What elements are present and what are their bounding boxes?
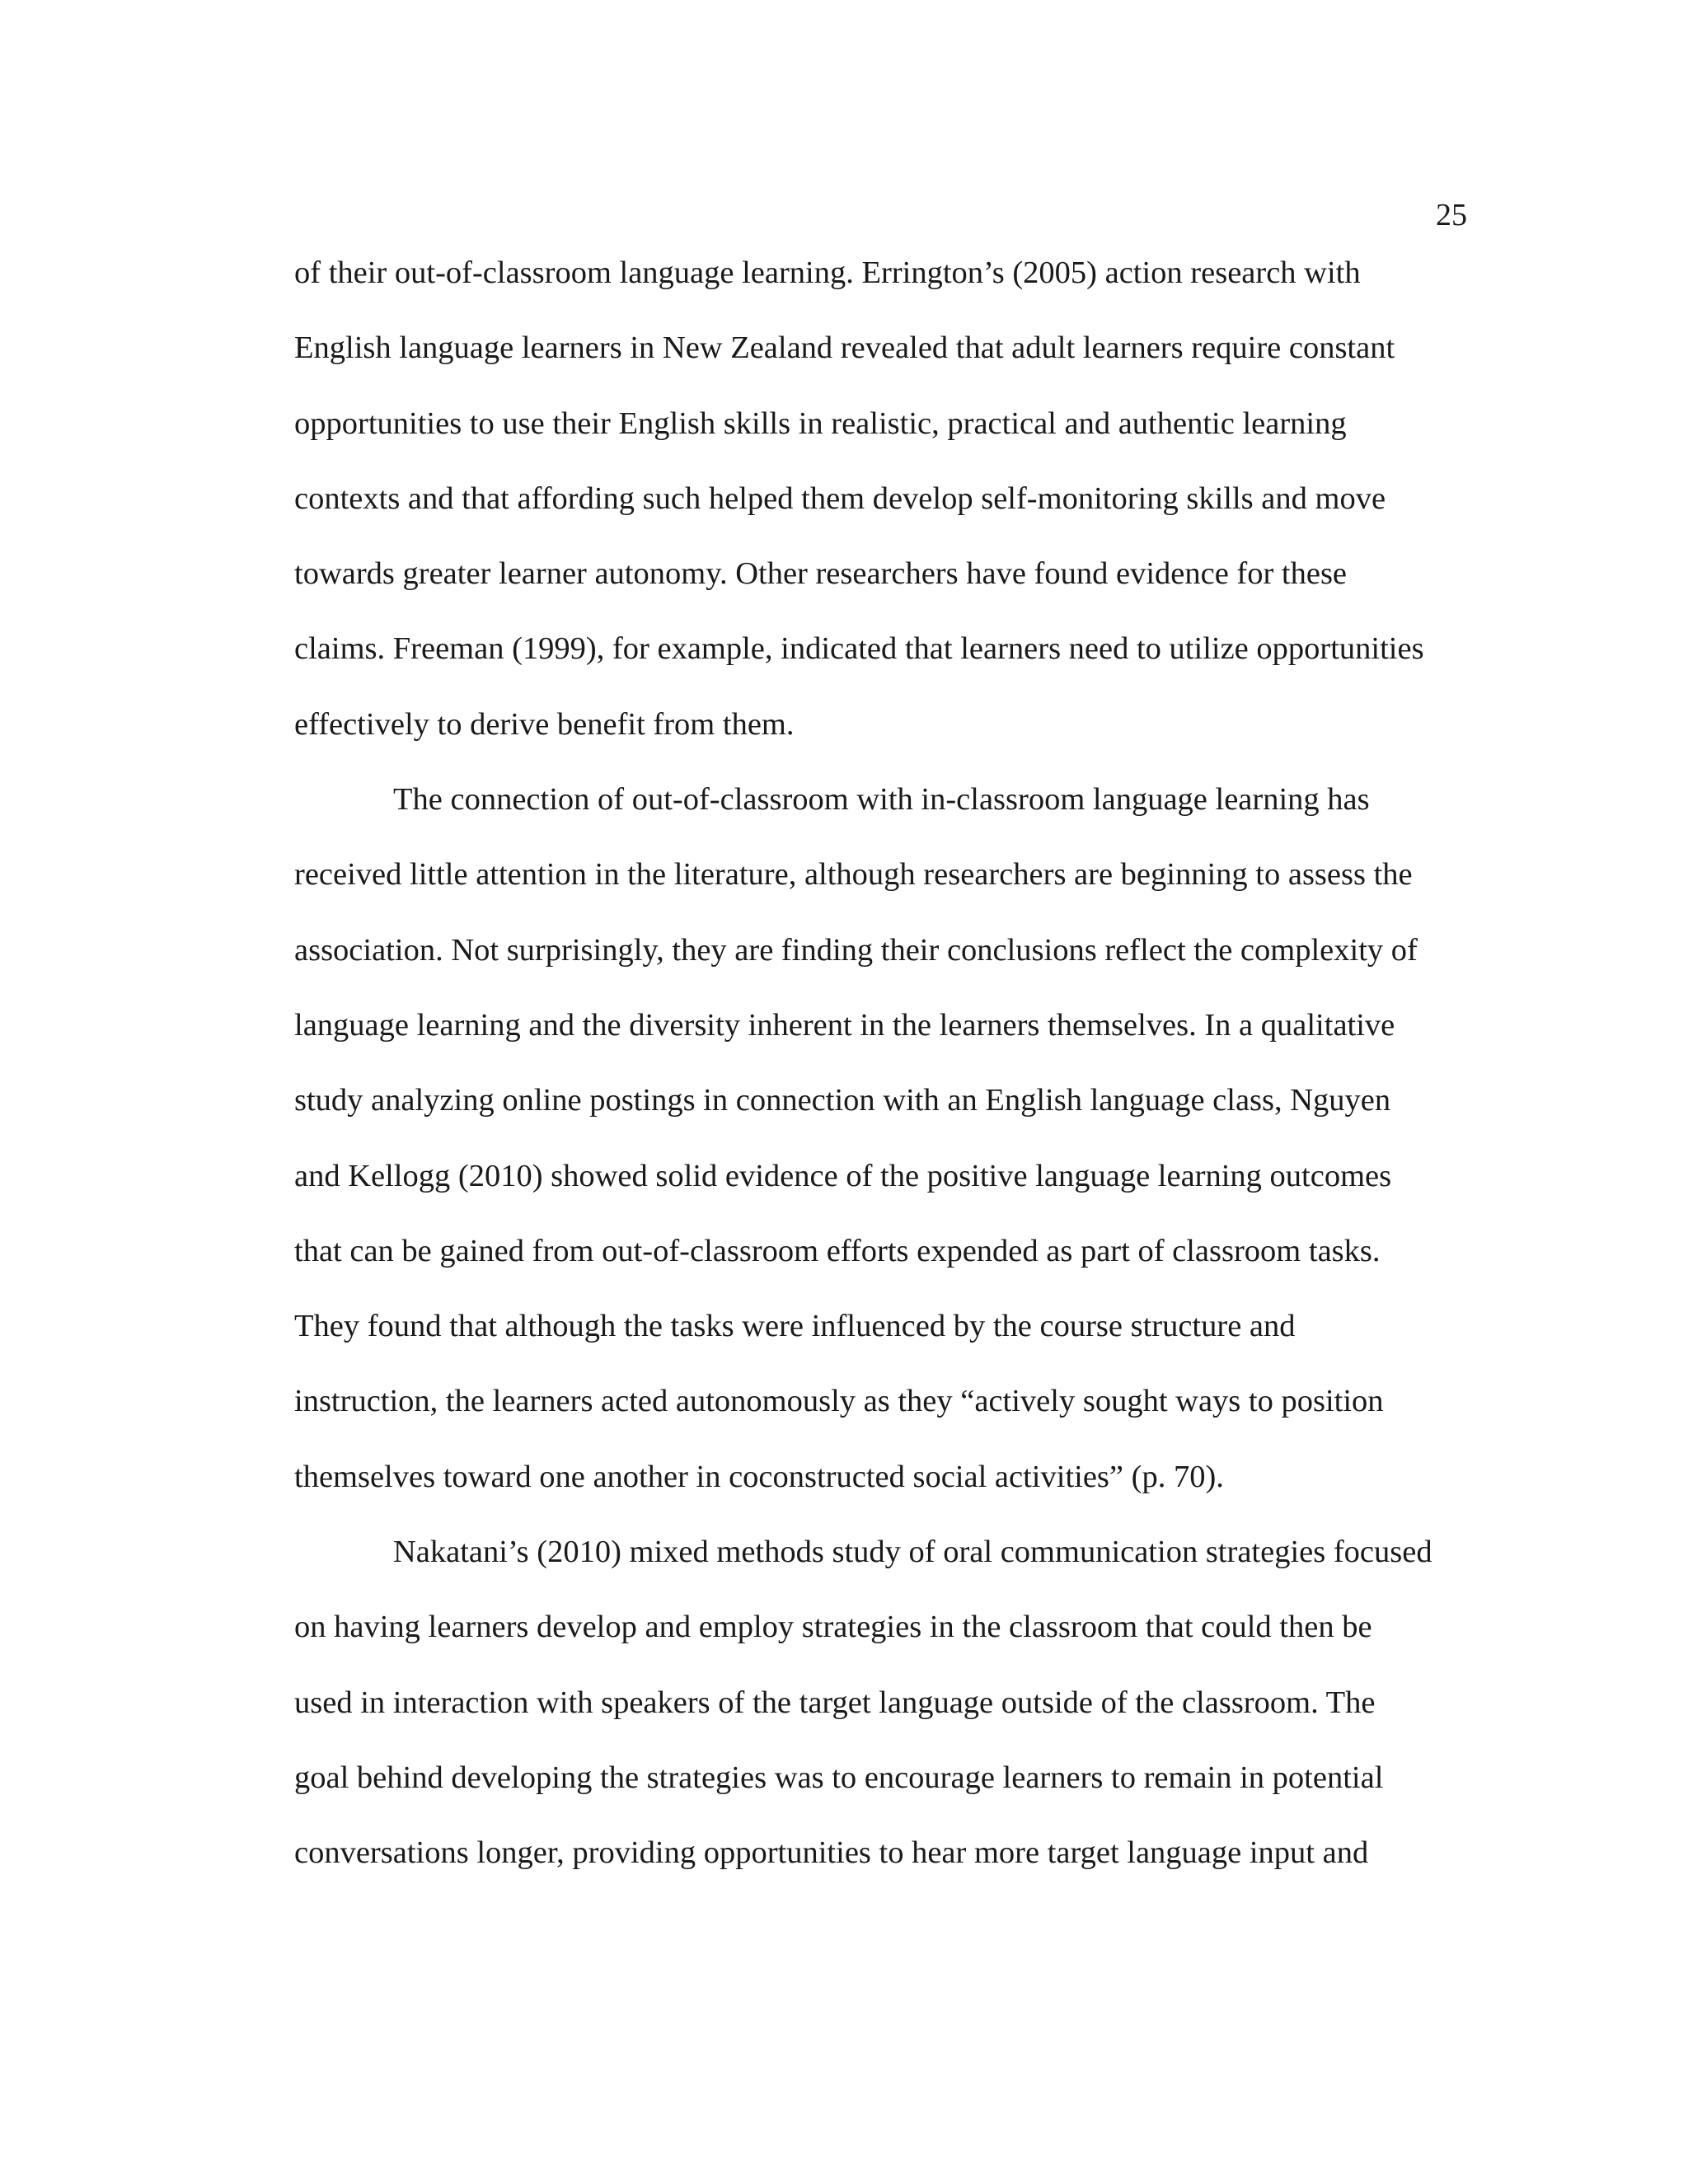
text-line: themselves toward one another in coconstructed social activities” (p. 70). <box>294 1459 1224 1494</box>
text-line: conversations longer, providing opportunities to hear more target language input and <box>294 1835 1369 1871</box>
paragraph-first-line: The connection of out-of-classroom with in-classroom language learning has <box>393 782 1370 818</box>
text-line: on having learners develop and employ strategies in the classroom that could then be <box>294 1610 1372 1645</box>
text-line: instruction, the learners acted autonomously as they “actively sought ways to position <box>294 1384 1384 1419</box>
text-line: used in interaction with speakers of the target language outside of the classroom. The <box>294 1685 1376 1720</box>
body-text <box>294 254 1498 1910</box>
text-line: that can be gained from out-of-classroom efforts expended as part of classroom tasks. <box>294 1233 1381 1268</box>
text-line: effectively to derive benefit from them. <box>294 706 795 742</box>
text-line: goal behind developing the strategies was to encourage learners to remain in potential <box>294 1760 1384 1795</box>
text-line: opportunities to use their English skills in realistic, practical and authentic learning <box>294 405 1347 441</box>
text-line: received little attention in the literature, although researchers are beginning to assess the <box>294 857 1413 893</box>
text-line: study analyzing online postings in connection with an English language class, Nguyen <box>294 1083 1391 1118</box>
text-line: contexts and that affording such helped them develop self-monitoring skills and move <box>294 480 1386 516</box>
text-line: English language learners in New Zealand revealed that adult learners require constant <box>294 330 1395 366</box>
paragraph-first-line: Nakatani’s (2010) mixed methods study of oral communication strategies focused <box>393 1535 1432 1570</box>
text-line: association. Not surprisingly, they are finding their conclusions reflect the complexity of <box>294 932 1418 968</box>
page-number: 25 <box>1436 198 1467 232</box>
text-line: claims. Freeman (1999), for example, indicated that learners need to utilize opportunities <box>294 631 1424 667</box>
text-line: language learning and the diversity inherent in the learners themselves. In a qualitative <box>294 1007 1395 1043</box>
text-line: towards greater learner autonomy. Other researchers have found evidence for these <box>294 556 1348 592</box>
text-line: and Kellogg (2010) showed solid evidence of the positive language learning outcomes <box>294 1158 1392 1193</box>
text-line: They found that although the tasks were influenced by the course structure and <box>294 1309 1296 1344</box>
text-line: of their out-of-classroom language learning. Errington’s (2005) action research with <box>294 255 1361 290</box>
